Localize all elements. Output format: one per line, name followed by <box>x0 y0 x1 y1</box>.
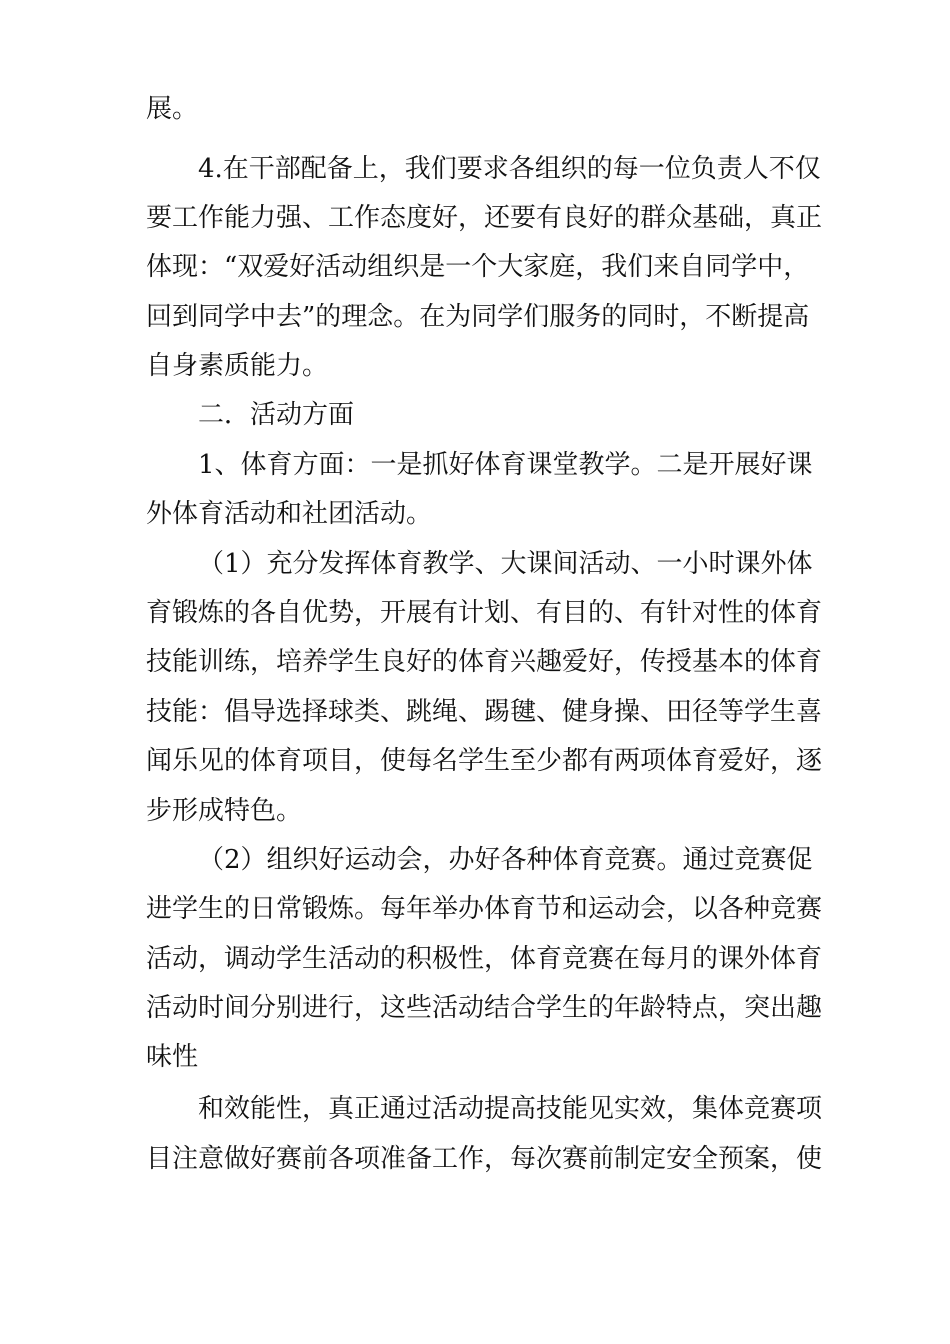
text-line: 自身素质能力。 <box>146 351 329 381</box>
text-line: 1、体育方面：一是抓好体育课堂教学。二是开展好课 <box>198 450 813 480</box>
text-line: 技能训练，培养学生良好的体育兴趣爱好，传授基本的体育 <box>146 647 823 677</box>
section-heading: 二．活动方面 <box>198 400 355 430</box>
text-line: （1）充分发挥体育教学、大课间活动、一小时课外体 <box>198 549 813 579</box>
text-line: 4.在干部配备上，我们要求各组织的每一位负责人不仅 <box>198 154 821 184</box>
text-line: （2）组织好运动会，办好各种体育竞赛。通过竞赛促 <box>198 845 813 875</box>
text-line: 展。 <box>146 94 199 124</box>
text-line: 体现：“双爱好活动组织是一个大家庭，我们来自同学中， <box>146 252 810 282</box>
text-line: 要工作能力强、工作态度好，还要有良好的群众基础，真正 <box>146 203 823 233</box>
text-line: 技能：倡导选择球类、跳绳、踢毽、健身操、田径等学生喜 <box>146 697 823 727</box>
text-line: 目注意做好赛前各项准备工作，每次赛前制定安全预案，使 <box>146 1144 823 1174</box>
text-line: 和效能性，真正通过活动提高技能见实效，集体竞赛项 <box>198 1094 823 1124</box>
text-line: 闻乐见的体育项目，使每名学生至少都有两项体育爱好，逐 <box>146 746 823 776</box>
text-line: 步形成特色。 <box>146 796 303 826</box>
text-line: 育锻炼的各自优势，开展有计划、有目的、有针对性的体育 <box>146 598 823 628</box>
text-line: 味性 <box>146 1042 199 1072</box>
text-line: 进学生的日常锻炼。每年举办体育节和运动会，以各种竞赛 <box>146 894 823 924</box>
text-line: 回到同学中去”的理念。在为同学们服务的同时，不断提高 <box>146 302 810 332</box>
text-line: 外体育活动和社团活动。 <box>146 499 433 529</box>
text-line: 活动，调动学生活动的积极性，体育竞赛在每月的课外体育 <box>146 944 823 974</box>
text-line: 活动时间分别进行，这些活动结合学生的年龄特点，突出趣 <box>146 993 823 1023</box>
